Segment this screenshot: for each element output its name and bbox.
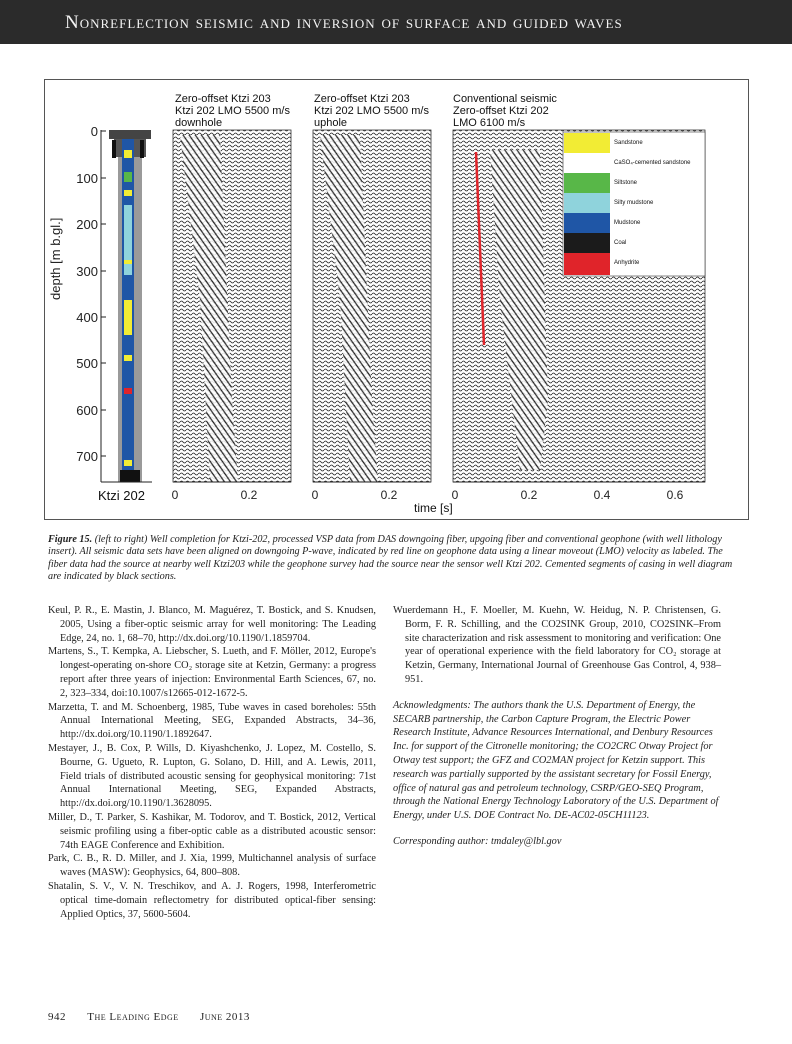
reference: Miller, D., T. Parker, S. Kashikar, M. Todorov, and T. Bostick, 2012, Vertical seismic profiling using a fiber-optic cable as a distributed acoustic sensor: 74th EAGE Conference and Exhibition. [48,811,376,851]
time-tick: 0.6 [666,488,684,502]
legend-silty-mudstone: Silty mudstone [614,200,654,206]
reference: Park, C. B., R. D. Miller, and J. Xia, 1999, Multichannel analysis of surface waves (MASW): Geophysics, 64, 800–808. [48,853,376,879]
well-label: Ktzi 202 [98,488,145,503]
time-tick: 0.2 [520,488,538,502]
acknowledgments: Acknowledgments: The authors thank the U.S. Department of Energy, the SECARB partnership, the Carbon Capture Program, the Electric Power Research Institute, Advance Resources International, and Denbury Resources Inc. for support of the Citronelle monitoring; the CO2CRC Otway Project for Otway test support; the GFZ and CO2MAN project for Ketzin support. This research was partially supported by the assistant secretary for Fossil Energy, office of natural gas and petroleum technology, CSRP/GEO-SEQ Program, through the National Energy Technology Laboratory of the U.S. Department of Energy, under U.S. DOE Contract No. DE-AC02-05CH11123. [393,699,719,822]
page-footer [48,1011,268,1023]
time-tick: 0 [171,488,179,502]
depth-tick: 200 [76,217,98,232]
panel-title-uphole: Zero-offset Ktzi 203 Ktzi 202 LMO 5500 m/s uphole [314,93,429,129]
page-number: 942 [48,1011,66,1023]
reference: Martens, S., T. Kempka, A. Liebscher, S. Lueth, and F. Möller, 2012, Europe's longest-operating on-shore CO₂ storage site at Ketzin, Germany: a progress report after three years of injection: Environmental Earth Sciences, 67, no. 2, 323–334, doi:10.1007/s12665-012-1672-5. [48,646,376,699]
legend-coal: Coal [614,240,627,246]
depth-tick: 0 [90,124,98,139]
time-tick: 0 [311,488,319,502]
legend-siltstone: Siltstone [614,180,638,186]
panel-title-downhole: Zero-offset Ktzi 203 Ktzi 202 LMO 5500 m/s downhole [175,93,290,129]
corresponding-author: Corresponding author: tmdaley@lbl.gov [393,835,562,847]
reference: Shatalin, S. V., V. N. Treschikov, and A. J. Rogers, 1998, Interferometric optical time-domain reflectometry for distributed optical-fiber sensing: Applied Optics, 37, 5600-5604. [48,880,376,920]
depth-axis-label: depth [m b.gl.] [48,217,63,300]
legend-sandstone: Sandstone [614,140,643,146]
references-right [393,604,721,849]
caption-label: Figure 15. [48,534,93,545]
reference: Mestayer, J., B. Cox, P. Wills, D. Kiyashchenko, J. Lopez, M. Costello, S. Bourne, G. Ugueto, R. Lupton, G. Solano, D. Hill, and A. Lewis, 2011, Field trials of distributed acoustic sensing for geophysical monitoring: 71st Annual International Meeting, SEG, Expanded Abstracts, http://dx.doi.org/10.1190/1.3628095. [48,742,376,810]
references-left [48,604,376,921]
well-diagram [109,130,151,482]
depth-tick: 400 [76,310,98,325]
time-axis-label: time [s] [414,501,453,515]
time-tick: 0.2 [380,488,398,502]
section-title: Nonreflection seismic and inversion of surface and guided waves [65,12,623,33]
depth-tick: 600 [76,403,98,418]
depth-tick: 300 [76,264,98,279]
legend-caso4-sandstone: CaSO₄-cemented sandstone [614,160,691,166]
caption-text: (left to right) Well completion for Ktzi-202, processed VSP data from DAS downgoing fiber, upgoing fiber and conventional geophone (with well lithology insert). All seismic data sets have been aligned on downgoing P-wave, indicated by red line on geophone data using a linear moveout (LMO) velocity as labeled. The fiber data had the source at nearby well Ktzi203 while the geophone survey had the source near the sensor well Ktzi 202. Cemented segments of casing in well diagram are indicated by black sections. [48,534,733,582]
time-tick: 0 [451,488,459,502]
depth-tick: 500 [76,356,98,371]
depth-tick: 700 [76,449,98,464]
time-tick: 0.2 [240,488,258,502]
figure-caption [48,534,738,583]
issue-date: June 2013 [199,1011,250,1023]
seismic-panel-uphole [313,130,431,482]
panel-title-conventional: Conventional seismic Zero-offset Ktzi 202 LMO 6100 m/s [453,93,557,129]
seismic-panel-downhole [173,130,291,482]
legend-anhydrite: Anhydrite [614,260,640,266]
reference: Marzetta, T. and M. Schoenberg, 1985, Tube waves in cased boreholes: 55th Annual International Meeting, SEG, Expanded Abstracts, 34–36, http://dx.doi.org/10.1190/1.1892647. [48,701,376,741]
time-tick: 0.4 [593,488,611,502]
legend-mudstone: Mudstone [614,220,641,226]
reference: Keul, P. R., E. Mastin, J. Blanco, M. Maguérez, T. Bostick, and S. Knudsen, 2005, Using a fiber-optic seismic array for well monitoring: The Leading Edge, 24, no. 1, 68–70, http://dx.doi.org/10.1190/1.1859704. [48,605,376,644]
depth-tick: 100 [76,171,98,186]
reference: Wuerdemann H., F. Moeller, M. Kuehn, W. Heidug, N. P. Christensen, G. Borm, F. R. Schilling, and the CO2SINK Group, 2010, CO2SINK–From site characterization and risk assessment to monitoring and verification: One year of operational experience with the field laboratory for CO₂ storage at Ketzin, Germany, International Journal of Greenhouse Gas Control, 4, 938–951. [393,605,721,685]
journal-name: The Leading Edge [87,1011,179,1023]
